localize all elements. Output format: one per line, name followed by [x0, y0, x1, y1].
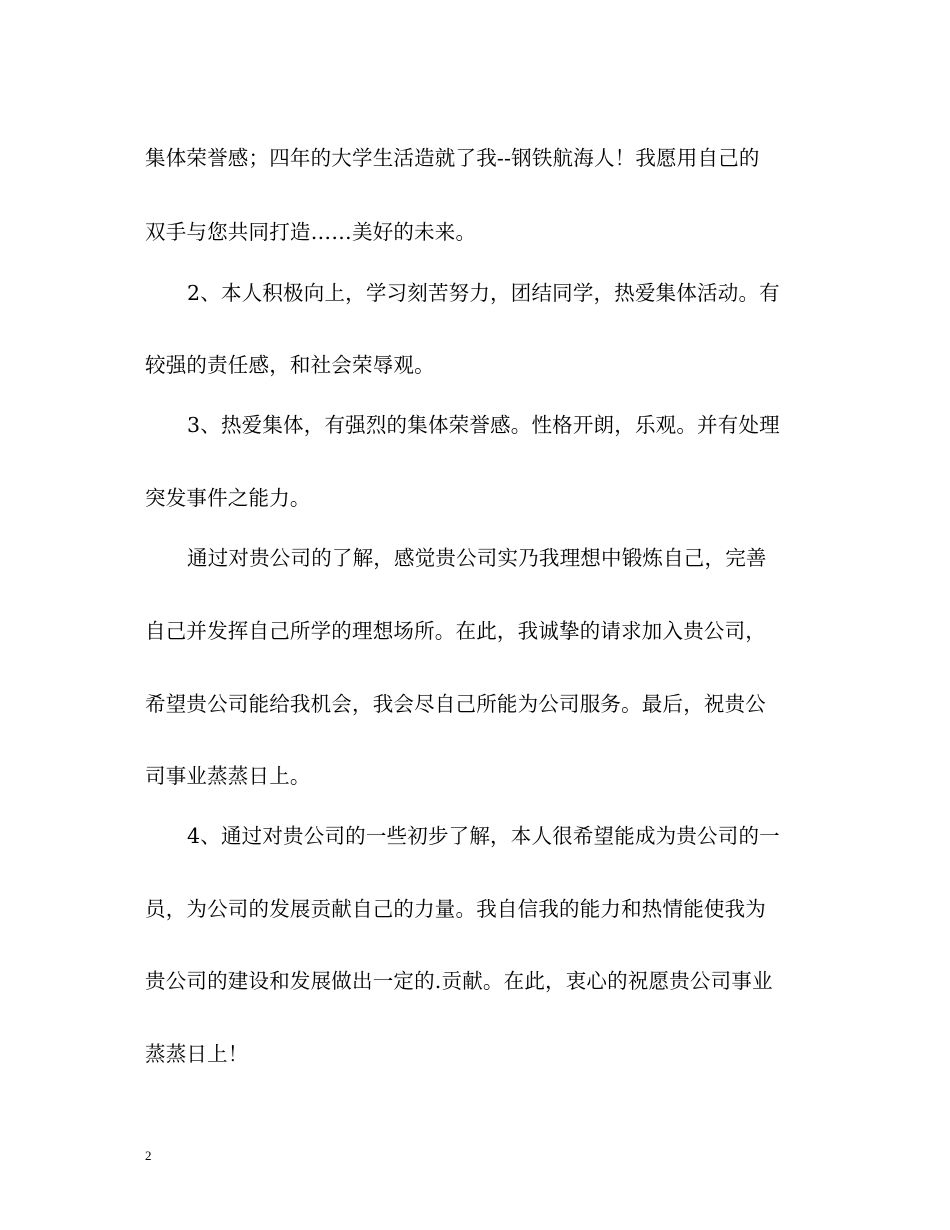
text-line: 蒸蒸日上！ [145, 1042, 249, 1066]
text-line: 集体荣誉感；四年的大学生活造就了我--钢铁航海人！我愿用自己的 [145, 146, 760, 170]
text-line: 2、本人积极向上，学习刻苦努力，团结同学，热爱集体活动。有 [187, 281, 780, 305]
text-line: 贵公司的建设和发展做出一定的.贡献。在此，衷心的祝愿贵公司事业 [145, 969, 773, 993]
text-line: 较强的责任感，和社会荣辱观。 [145, 353, 435, 377]
text-line: 希望贵公司能给我机会，我会尽自己所能为公司服务。最后，祝贵公 [145, 692, 766, 716]
text-line: 员，为公司的发展贡献自己的力量。我自信我的能力和热情能使我为 [145, 897, 766, 921]
text-line: 3、热爱集体，有强烈的集体荣誉感。性格开朗，乐观。并有处理 [187, 413, 780, 437]
text-line: 自己并发挥自己所学的理想场所。在此，我诚挚的请求加入贵公司， [145, 619, 766, 643]
text-line: 双手与您共同打造……美好的未来。 [145, 220, 477, 244]
text-line: 4、通过对贵公司的一些初步了解，本人很希望能成为贵公司的一 [187, 824, 780, 848]
text-line: 通过对贵公司的了解，感觉贵公司实乃我理想中锻炼自己，完善 [187, 546, 767, 570]
page-number: 2 [145, 1148, 152, 1163]
text-line: 突发事件之能力。 [145, 486, 311, 510]
text-line: 司事业蒸蒸日上。 [145, 764, 311, 788]
